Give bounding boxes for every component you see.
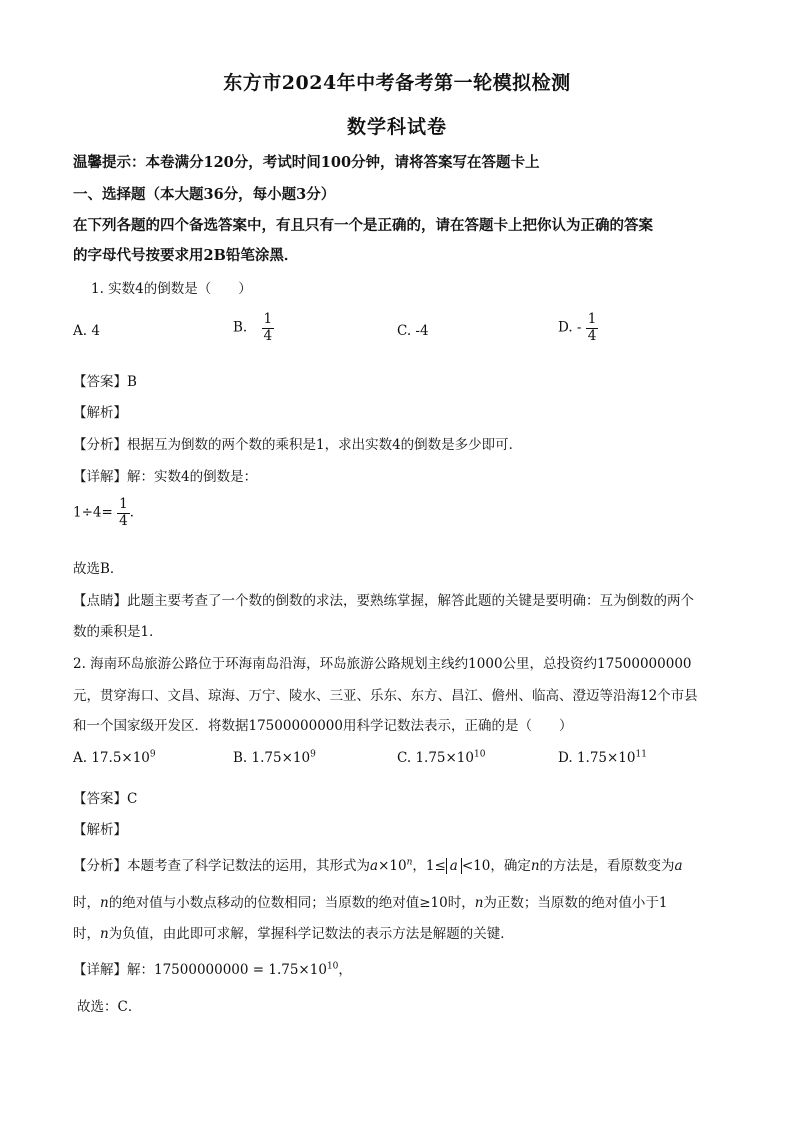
q1-option-b-denominator: 4 (263, 327, 273, 344)
page-title: 东方市2024年中考备考第一轮模拟检测 (223, 72, 571, 94)
q2-detail (73, 958, 352, 978)
q2-answer-tag: 【答案】 (73, 791, 127, 807)
q2-fenxi-text-d: 的方法是，看原数变为 (539, 858, 675, 874)
q1-option-d-numerator: 1 (587, 311, 597, 327)
q1-calc-fraction (117, 497, 130, 529)
q1-answer-value: B (127, 374, 137, 390)
q1-analysis-tag: 【解析】 (73, 405, 127, 421)
q2-fenxi-text-a: 本题考查了科学记数法的运用，其形式为 (127, 858, 370, 874)
q2-stem-3: 和一个国家级开发区．将数据17500000000用科学记数法表示，正确的是（ ） (73, 718, 573, 734)
q1-calc-end: ． (129, 504, 144, 521)
section-instruction-1: 在下列各题的四个备选答案中，有且只有一个是正确的，请在答题卡上把你认为正确的答案 (73, 217, 653, 234)
q2-line2-n2: n (474, 895, 484, 911)
q2-detail-end: ， (338, 962, 352, 978)
q1-detail (73, 465, 257, 485)
q2-line3-a: 时， (73, 926, 100, 942)
q2-option-a (73, 750, 156, 766)
q1-option-c: C. -4 (397, 323, 429, 339)
q1-option-a: A. 4 (73, 323, 100, 339)
section-instruction-2: 的字母代号按要求用2B铅笔涂黑． (73, 247, 299, 264)
q2-line2-b: 的绝对值与小数点移动的位数相同；当原数的绝对值≥10时， (108, 895, 475, 911)
q2-ineq-abs-a: a (446, 858, 462, 874)
q1-calculation (73, 497, 143, 529)
q2-option-b-exponent: 9 (310, 749, 316, 760)
q2-fenxi-text-b: ， (412, 858, 426, 874)
q1-calc-denominator: 4 (119, 512, 128, 529)
q1-detail-text: 解：实数4的倒数是： (127, 469, 258, 485)
q1-stem: 1. 实数4的倒数是（ ） (91, 281, 252, 297)
q2-answer (73, 787, 137, 807)
q1-fenxi (73, 433, 522, 453)
q1-option-d (558, 312, 598, 344)
q1-comment-2: 数的乘积是1． (73, 624, 163, 640)
q1-comment-tag: 【点睛】 (73, 593, 127, 609)
q2-stem-2: 元，贯穿海口、文昌、琼海、万宁、陵水、三亚、乐东、东方、昌江、儋州、临高、澄迈等沿海12个市县 (73, 688, 698, 704)
q2-inequality (426, 858, 490, 874)
q1-option-b (233, 312, 274, 344)
q1-detail-tag: 【详解】 (73, 469, 127, 485)
q1-answer (73, 370, 137, 390)
q1-option-b-fraction (262, 312, 275, 344)
q1-answer-tag: 【答案】 (73, 374, 127, 390)
q2-fenxi-a2: a (674, 858, 683, 874)
q2-fenxi-tag: 【分析】 (73, 858, 127, 874)
q1-fenxi-text: 根据互为倒数的两个数的乘积是1，求出实数4的倒数是多少即可． (127, 437, 523, 453)
page-subtitle: 数学科试卷 (346, 116, 447, 138)
q2-option-c (397, 750, 485, 766)
q2-detail-exponent: 10 (326, 961, 339, 972)
exam-notice: 温馨提示：本卷满分120分，考试时间100分钟，请将答案写在答题卡上 (73, 154, 540, 171)
q1-choose: 故选B． (73, 561, 124, 577)
q2-line2-a: 时， (73, 895, 100, 911)
q2-option-d (558, 750, 647, 766)
q2-option-a-label: A. (73, 750, 88, 766)
q2-option-b (233, 750, 316, 766)
q2-line3-b: 为负值，由此即可求解，掌握科学记数法的表示方法是解题的关键． (108, 926, 514, 942)
q1-option-b-numerator: 1 (263, 311, 273, 327)
q2-option-d-base: 1.75×10 (576, 750, 636, 766)
q2-fenxi-line-2 (73, 891, 668, 911)
q2-detail-tag: 【详解】 (73, 962, 127, 978)
q2-form (370, 858, 412, 874)
q1-calc-numerator: 1 (119, 496, 128, 512)
q2-line2-n1: n (100, 895, 109, 911)
q2-form-exponent: n (406, 857, 413, 868)
q1-fenxi-tag: 【分析】 (73, 437, 127, 453)
q2-detail-text: 解： (127, 962, 154, 978)
section-heading: 一、选择题（本大题36分，每小题3分） (73, 186, 336, 203)
q2-form-a: a (370, 858, 379, 874)
q2-form-mid: ×10 (378, 858, 407, 874)
q1-option-b-label: B. (233, 319, 248, 336)
q2-option-b-base: 1.75×10 (251, 750, 311, 766)
q2-fenxi-line-3 (73, 922, 514, 942)
q2-option-a-base: 17.5×10 (91, 750, 150, 766)
q1-option-d-fraction (586, 312, 599, 344)
q2-stem-1: 2. 海南环岛旅游公路位于环海南岛沿海，环岛旅游公路规划主线约1000公里，总投资约17500000000 (73, 656, 692, 672)
q2-answer-value: C (127, 791, 138, 807)
q2-option-c-exponent: 10 (474, 749, 486, 760)
q1-option-d-denominator: 4 (587, 327, 597, 344)
q2-choose: 故选：C． (77, 999, 142, 1015)
q2-fenxi-n: n (530, 858, 540, 874)
q2-option-c-label: C. (397, 750, 412, 766)
q2-option-a-exponent: 9 (149, 749, 156, 760)
q1-option-d-label: D. - (558, 319, 582, 336)
q2-option-c-base: 1.75×10 (415, 750, 474, 766)
q2-ineq-left: 1≤ (425, 858, 446, 874)
q1-comment-1 (73, 589, 694, 609)
q2-fenxi-line-1 (73, 854, 683, 874)
q2-ineq-right: <10 (461, 858, 491, 874)
q2-fenxi-text-c: ，确定 (490, 858, 531, 874)
q2-line2-c: 为正数；当原数的绝对值小于1 (483, 895, 668, 911)
q2-option-d-label: D. (558, 750, 573, 766)
q2-line3-n: n (100, 926, 109, 942)
q2-detail-expression: 17500000000 = 1.75×10 (154, 962, 327, 978)
q2-analysis-tag: 【解析】 (73, 822, 127, 838)
q2-option-d-exponent: 11 (635, 749, 647, 760)
q1-comment-text-1: 此题主要考查了一个数的倒数的求法，要熟练掌握，解答此题的关键是要明确：互为倒数的两个 (127, 593, 694, 609)
q1-calc-left: 1÷4= (73, 504, 113, 521)
q2-option-b-label: B. (233, 750, 248, 766)
